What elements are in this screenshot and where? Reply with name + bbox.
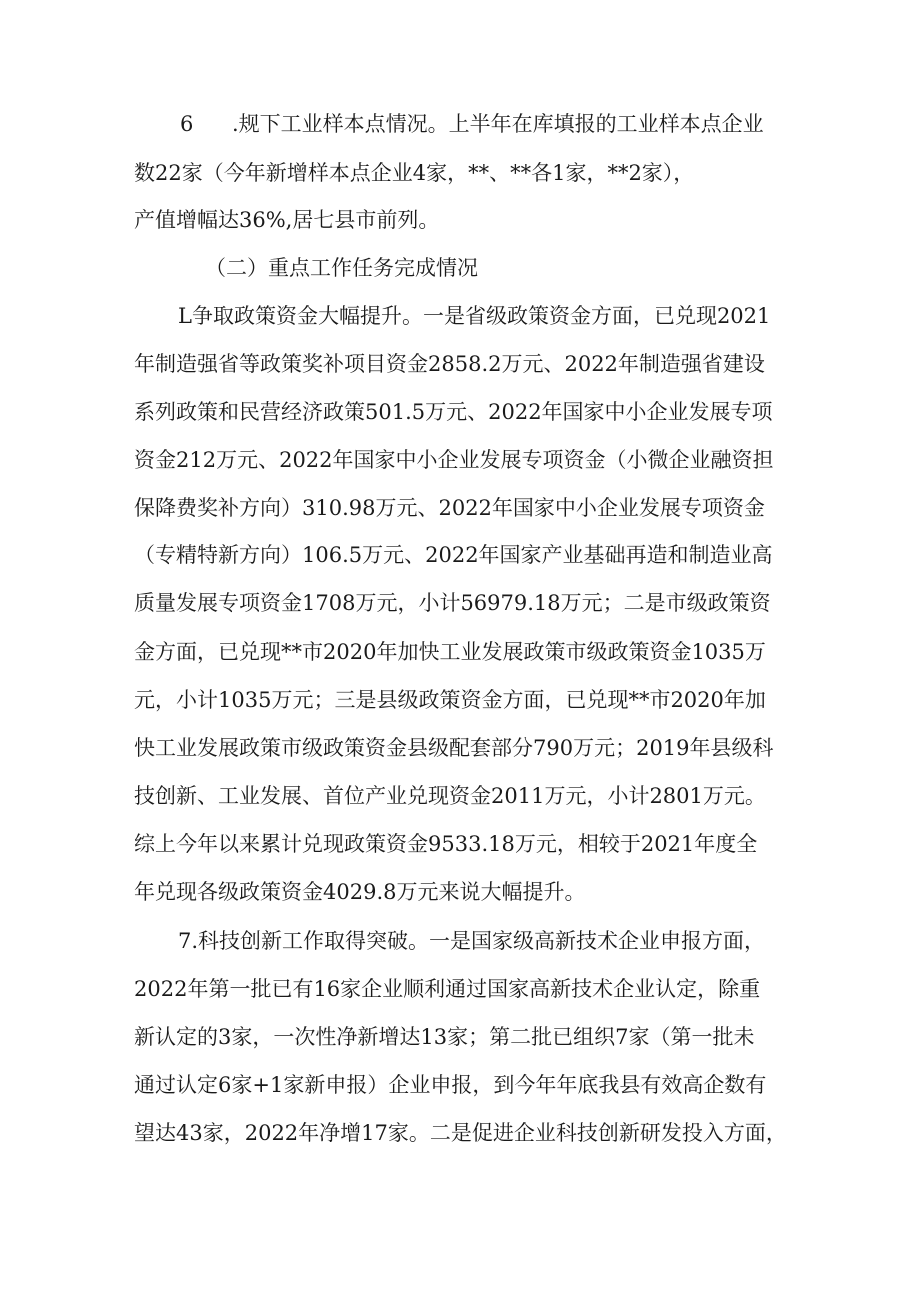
paragraph-line: 保降费奖补方向）310.98万元、2022年国家中小企业发展专项资金 [134, 496, 765, 520]
paragraph-line: 金方面，已兑现**市2020年加快工业发展政策市级政策资金1035万 [134, 640, 766, 664]
item-6-body-line: 数22家（今年新增样本点企业4家，**、**各1家，**2家）， [134, 161, 695, 185]
subsection-heading: （二）重点工作任务完成情况 [205, 256, 478, 280]
paragraph-line: 2022年第一批已有16家企业顺利通过国家高新技术企业认定，除重 [134, 977, 761, 1001]
paragraph-line: 快工业发展政策市级政策资金县级配套部分790万元；2019年县级科 [134, 736, 774, 760]
paragraph-line: 新认定的3家，一次性净新增达13家；第二批已组织7家（第一批未 [134, 1025, 755, 1049]
paragraph-line: L争取政策资金大幅提升。一是省级政策资金方面，已兑现2021 [178, 304, 771, 328]
paragraph-line: （专精特新方向）106.5万元、2022年国家产业基础再造和制造业高 [134, 543, 773, 567]
paragraph-line: 年兑现各级政策资金4029.8万元来说大幅提升。 [134, 880, 586, 904]
paragraph-line: 系列政策和民营经济政策501.5万元、2022年国家中小企业发展专项 [134, 400, 773, 424]
paragraph-line: 元，小计1035万元；三是县级政策资金方面，已兑现**市2020年加 [134, 688, 766, 712]
paragraph-line: 综上今年以来累计兑现政策资金9533.18万元，相较于2021年度全 [134, 832, 758, 856]
paragraph-line: 年制造强省等政策奖补项目资金2858.2万元、2022年制造强省建设 [134, 352, 765, 376]
item-6-number: 6 [180, 112, 194, 136]
paragraph-line: 望达43家，2022年净增17家。二是促进企业科技创新研发投入方面， [134, 1121, 787, 1145]
item-6-heading-line: .规下工业样本点情况。上半年在库填报的工业样本点企业 [232, 112, 764, 136]
paragraph-line: 通过认定6家+1家新申报）企业申报，到今年年底我县有效高企数有 [134, 1073, 767, 1097]
item-6-body-line: 产值增幅达36%,居七县市前列。 [134, 208, 440, 232]
paragraph-line: 7.科技创新工作取得突破。一是国家级高新技术企业申报方面， [178, 929, 766, 953]
paragraph-line: 技创新、工业发展、首位产业兑现资金2011万元，小计2801万元。 [134, 784, 766, 808]
paragraph-line: 资金212万元、2022年国家中小企业发展专项资金（小微企业融资担 [134, 448, 774, 472]
paragraph-line: 质量发展专项资金1708万元，小计56979.18万元；二是市级政策资 [134, 591, 771, 615]
